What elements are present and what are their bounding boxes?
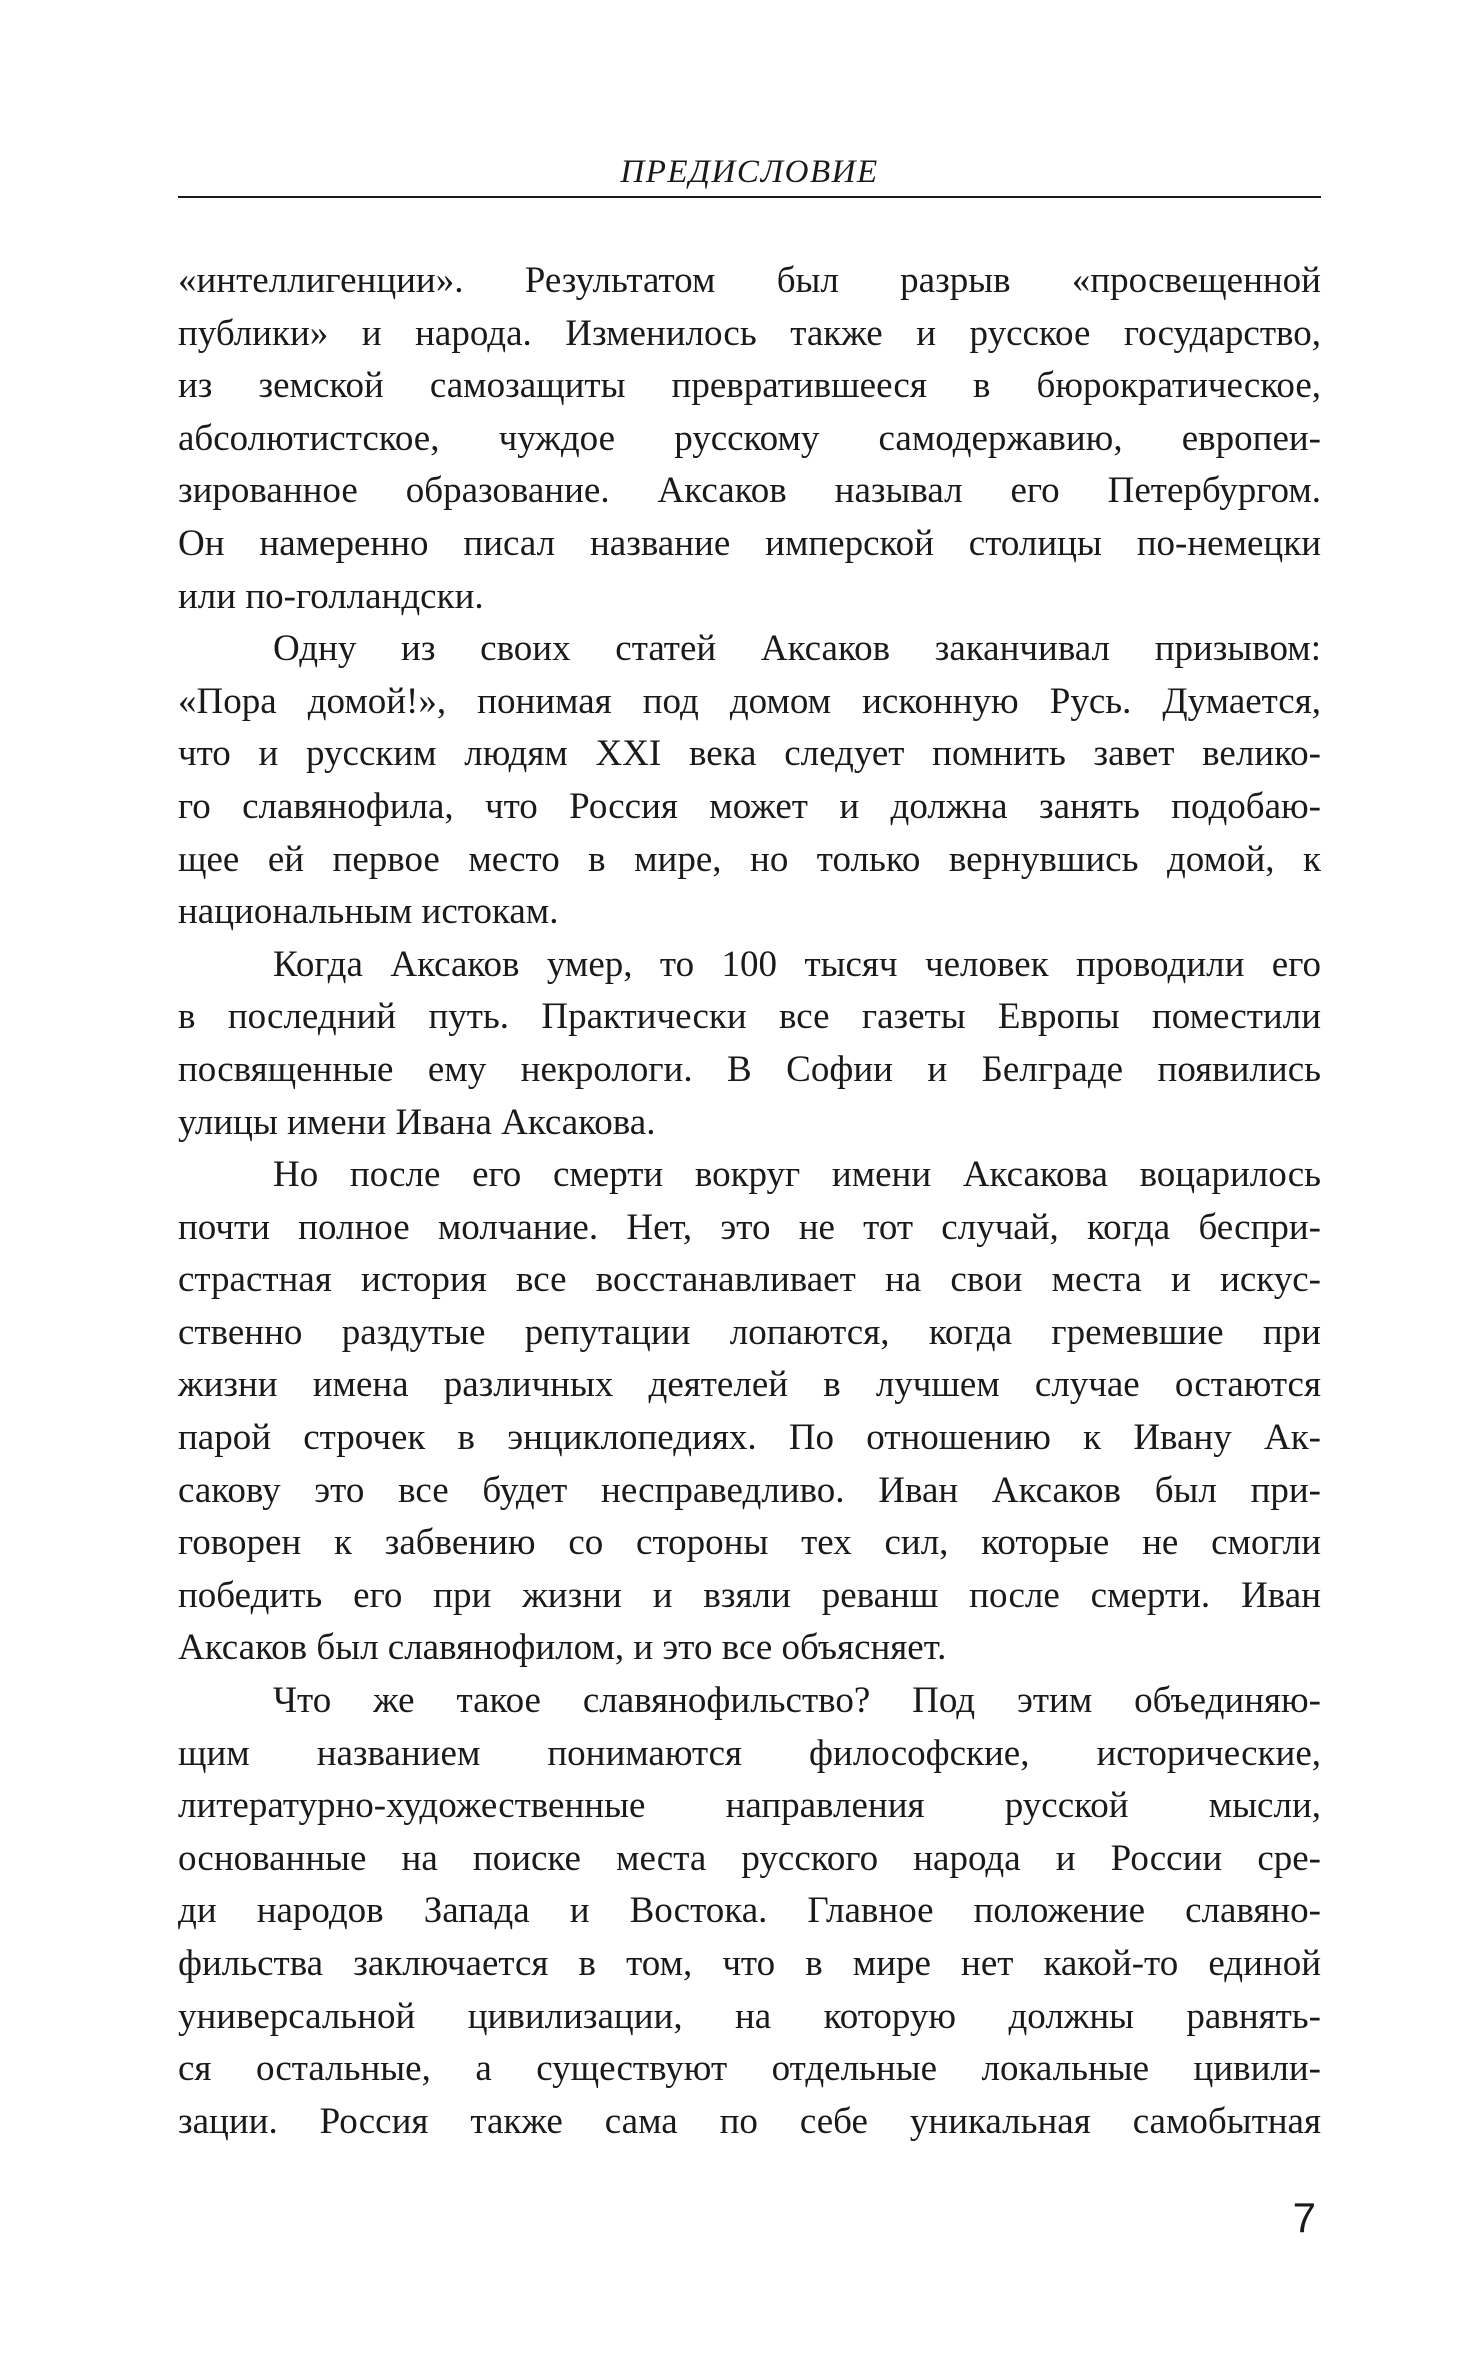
text-line: сакову это все будет несправедливо. Иван Аксаков был при-: [178, 1469, 1321, 1511]
text-line: «интеллигенции». Результатом был разрыв «просвещенной: [178, 260, 1321, 301]
text-line: национальным истокам.: [178, 891, 559, 933]
paragraph: [178, 623, 1321, 939]
text-line: страстная история все восстанавливает на свои места и искус-: [178, 1259, 1321, 1301]
text-line: Он намеренно писал название имперской столицы по-немецки: [178, 522, 1321, 564]
text-line: «Пора домой!», понимая под домом исконную Русь. Думается,: [178, 680, 1321, 722]
text-line: го славянофила, что Россия может и должна занять подобаю-: [178, 785, 1321, 827]
text-line: абсолютистское, чуждое русскому самодержавию, европеи-: [178, 417, 1321, 459]
text-line: в последний путь. Практически все газеты Европы поместили: [178, 996, 1321, 1038]
text-line: Но после его смерти вокруг имени Аксакова воцарилось: [273, 1154, 1321, 1196]
page-number: 7: [1292, 2194, 1316, 2241]
text-line: парой строчек в энциклопедиях. По отношению к Ивану Ак-: [178, 1417, 1321, 1459]
paragraph: [178, 1675, 1321, 2148]
text-line: жизни имена различных деятелей в лучшем случае остаются: [178, 1364, 1321, 1406]
text-line: универсальной цивилизации, на которую должны равнять-: [178, 1995, 1321, 2037]
body-text: [178, 255, 1321, 2148]
text-line: щее ей первое место в мире, но только вернувшись домой, к: [178, 838, 1321, 880]
text-line: щим названием понимаются философские, исторические,: [178, 1732, 1321, 1774]
text-line: ди народов Запада и Востока. Главное положение славяно-: [178, 1890, 1321, 1932]
text-line: ственно раздутые репутации лопаются, когда гремевшие при: [178, 1311, 1321, 1353]
text-line: улицы имени Ивана Аксакова.: [178, 1101, 656, 1143]
text-line: из земской самозащиты превратившееся в бюрократическое,: [178, 365, 1321, 407]
text-line: Аксаков был славянофилом, и это все объясняет.: [178, 1627, 947, 1669]
text-line: Когда Аксаков умер, то 100 тысяч человек проводили его: [273, 943, 1321, 985]
text-line: Одну из своих статей Аксаков заканчивал призывом:: [273, 628, 1321, 670]
text-line: зации. Россия также сама по себе уникальная самобытная: [178, 2100, 1321, 2142]
text-line: публики» и народа. Изменилось также и русское государство,: [178, 312, 1321, 354]
text-line: или по-голландски.: [178, 575, 484, 617]
text-line: зированное образование. Аксаков называл его Петербургом.: [178, 470, 1321, 512]
text-line: Что же такое славянофильство? Под этим объединяю-: [273, 1680, 1321, 1722]
paragraph: [178, 1149, 1321, 1675]
header-rule: [178, 196, 1321, 198]
text-line: что и русским людям XXI века следует помнить завет велико-: [178, 733, 1321, 775]
paragraph: [178, 255, 1321, 623]
text-line: ся остальные, а существуют отдельные локальные цивили-: [178, 2048, 1321, 2090]
text-line: почти полное молчание. Нет, это не тот случай, когда беспри-: [178, 1206, 1321, 1248]
paragraph: [178, 939, 1321, 1149]
text-line: фильства заключается в том, что в мире нет какой-то единой: [178, 1943, 1321, 1984]
text-line: победить его при жизни и взяли реванш после смерти. Иван: [178, 1574, 1321, 1616]
text-line: говорен к забвению со стороны тех сил, которые не смогли: [178, 1522, 1321, 1564]
text-line: литературно-художественные направления русской мысли,: [178, 1785, 1321, 1827]
text-line: основанные на поиске места русского народа и России сре-: [178, 1837, 1321, 1879]
running-header: ПРЕДИСЛОВИЕ: [620, 154, 879, 190]
text-line: посвященные ему некрологи. В Софии и Белграде появились: [178, 1048, 1321, 1090]
